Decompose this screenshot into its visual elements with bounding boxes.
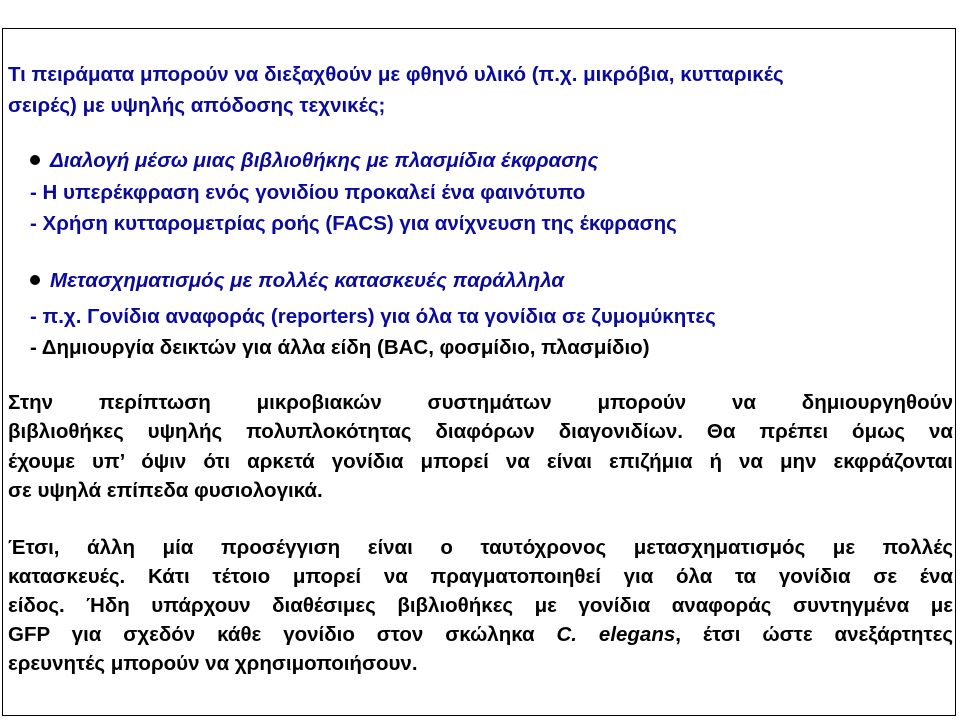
section1-item-2: - Χρήση κυτταρομετρίας ροής (FACS) για ανίχνευση της έκφρασης [30,212,677,235]
paragraph2-line-5: ερευνητές μπορούν να χρησιμοποιήσουν. [8,652,418,675]
section2-item-2: - Δημιουργία δεικτών για άλλα είδη (BAC, φοσμίδιο, πλασμίδιο) [30,336,650,359]
paragraph1-line-3: έχουμε υπ’ όψιν ότι αρκετά γονίδια μπορεί να είναι επιζήμια ή να μην εκφράζονται [8,450,953,473]
bullet-icon [30,155,40,165]
section1-heading [30,147,598,175]
paragraph2-line-1: Έτσι, άλλη μία προσέγγιση είναι ο ταυτόχρονος μετασχηματισμός με πολλές [8,536,953,559]
paragraph1-line-4: σε υψηλά επίπεδα φυσιολογικά. [8,479,323,502]
paragraph1-line-1: Στην περίπτωση μικροβιακών συστημάτων μπορούν να δημιουργηθούν [8,391,953,414]
section1-item-1: - Η υπερέκφραση ενός γονιδίου προκαλεί ένα φαινότυπο [30,181,586,204]
paragraph2-line-4-end: , έτσι ώστε ανεξάρτητες [675,623,953,646]
species-name: C. elegans [556,623,676,646]
title-line-1: Τι πειράματα μπορούν να διεξαχθούν με φθηνό υλικό (π.χ. μικρόβια, κυτταρικές [8,63,784,86]
paragraph2-line-4-start: GFP για σχεδόν κάθε γονίδιο στον σκώληκα [8,623,557,646]
paragraph1-line-2: βιβλιοθήκες υψηλής πολυπλοκότητας διαφόρων διαγονιδίων. Θα πρέπει όμως να [8,420,953,443]
section2-heading [30,267,564,295]
section2-heading-text: Μετασχηματισμός με πολλές κατασκευές παράλληλα [50,269,565,292]
paragraph2-line-3: είδος. Ήδη υπάρχουν διαθέσιμες βιβλιοθήκες με γονίδια αναφοράς συντηγμένα με [8,594,953,617]
section2-item-1: - π.χ. Γονίδια αναφοράς (reporters) για όλα τα γονίδια σε ζυμομύκητες [30,305,716,328]
bullet-icon [30,275,40,285]
section1-heading-text: Διαλογή μέσω μιας βιβλιοθήκης με πλασμίδια έκφρασης [50,149,599,172]
title-line-2: σειρές) με υψηλής απόδοσης τεχνικές; [8,94,386,117]
paragraph2-line-4 [8,621,953,649]
paragraph2-line-2: κατασκευές. Κάτι τέτοιο μπορεί να πραγματοποιηθεί για όλα τα γονίδια σε ένα [8,565,953,588]
